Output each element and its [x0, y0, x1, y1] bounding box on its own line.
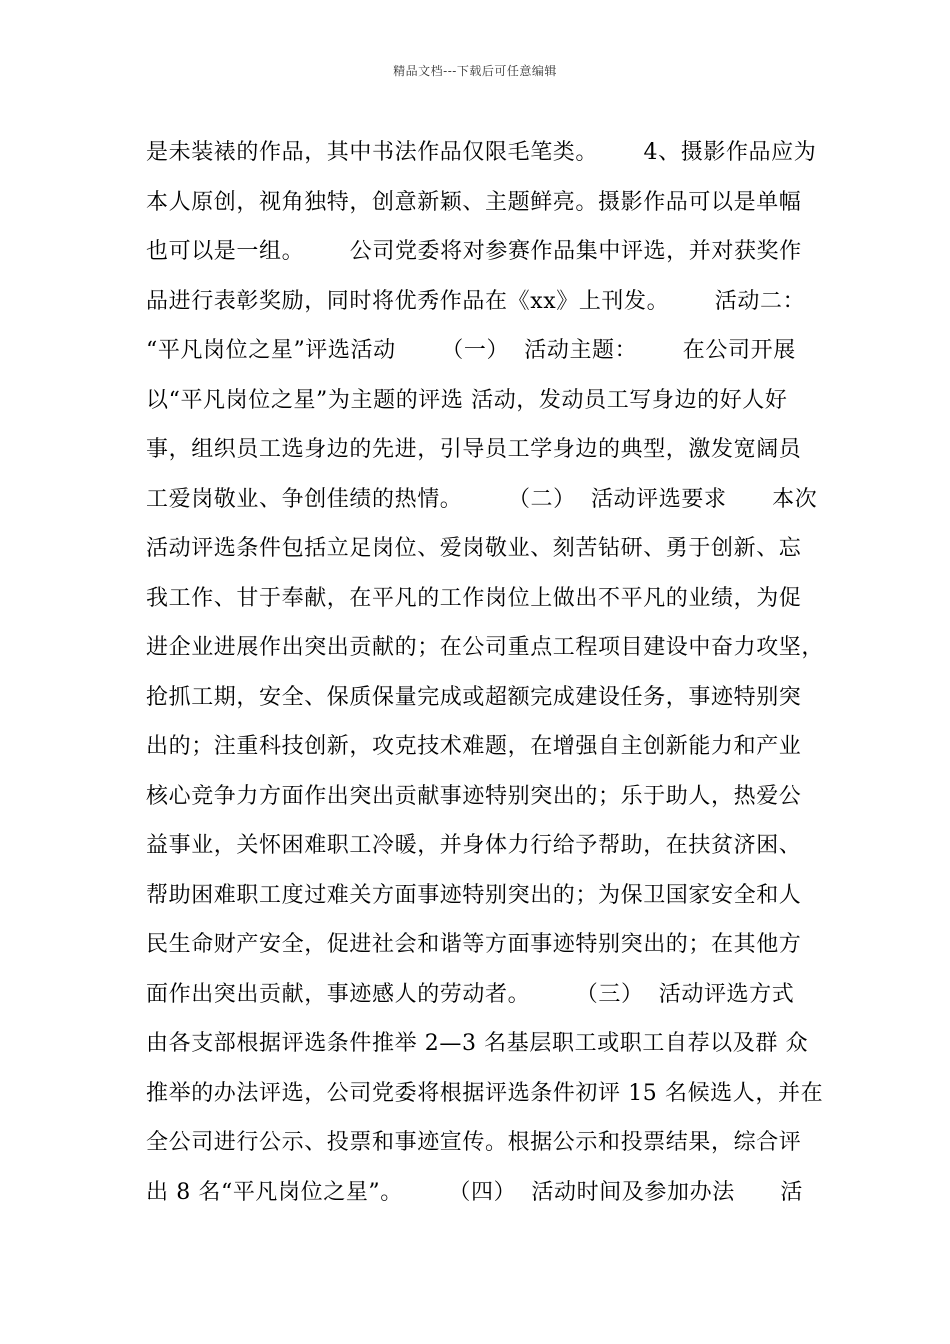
text-line: 核心竞争力方面作出突出贡献事迹特别突出的；乐于助人，热爱公 [146, 783, 802, 809]
text-line: 帮助困难职工度过难关方面事迹特别突出的；为保卫国家安全和人 [146, 882, 802, 908]
text-line: “平凡岗位之星”评选活动 （一） 活动主题： 在公司开展 [146, 338, 796, 363]
text-line: 事，组织员工选身边的先进，引导员工学身边的典型，激发宽阔员 [146, 437, 802, 462]
text-line: 面作出突出贡献，事迹感人的劳动者。 （三） 活动评选方式 [146, 981, 795, 1007]
text-line: 本人原创，视角独特，创意新颖、主题鲜亮。摄影作品可以是单幅 [146, 189, 802, 215]
text-line: 民生命财产安全，促进社会和谐等方面事迹特别突出的；在其他方 [146, 932, 802, 957]
text-line: 品进行表彰奖励，同时将优秀作品在《xx》上刊发。 活动二： [146, 288, 806, 314]
text-line: 我工作、甘于奉献，在平凡的工作岗位上做出不平凡的业绩，为促 [146, 585, 802, 611]
page-header: 精品文档---下载后可任意编辑 [393, 64, 557, 78]
text-line: 也可以是一组。 公司党委将对参赛作品集中评选，并对获奖作 [146, 239, 802, 264]
text-line: 是未装裱的作品，其中书法作品仅限毛笔类。 4、摄影作品应为 [146, 140, 817, 165]
text-line: 以“平凡岗位之星”为主题的评选 活动，发动员工写身边的好人好 [146, 387, 788, 413]
text-line: 全公司进行公示、投票和事迹宣传。根据公示和投票结果，综合评 [146, 1130, 802, 1155]
text-line: 推举的办法评选，公司党委将根据评选条件初评 15 名候选人，并在 [146, 1080, 824, 1106]
text-line: 抢抓工期，安全、保质保量完成或超额完成建设任务，事迹特别突 [146, 684, 802, 710]
text-line: 进企业进展作出突出贡献的；在公司重点工程项目建设中奋力攻坚， [146, 635, 825, 660]
text-line: 出的；注重科技创新，攻克技术难题，在增强自主创新能力和产业 [146, 734, 802, 759]
text-line: 益事业，关怀困难职工冷暖，并身体力行给予帮助，在扶贫济困、 [146, 833, 802, 858]
text-line: 工爱岗敬业、争创佳绩的热情。 （二） 活动评选要求 本次 [146, 486, 818, 512]
text-line: 出 8 名“平凡岗位之星”。 （四） 活动时间及参加办法 活 [146, 1179, 803, 1205]
text-line: 活动评选条件包括立足岗位、爱岗敬业、刻苦钻研、勇于创新、忘 [146, 536, 802, 561]
text-line: 由各支部根据评选条件推举 2—3 名基层职工或职工自荐以及群 众 [146, 1031, 809, 1056]
body-text [146, 128, 836, 1217]
